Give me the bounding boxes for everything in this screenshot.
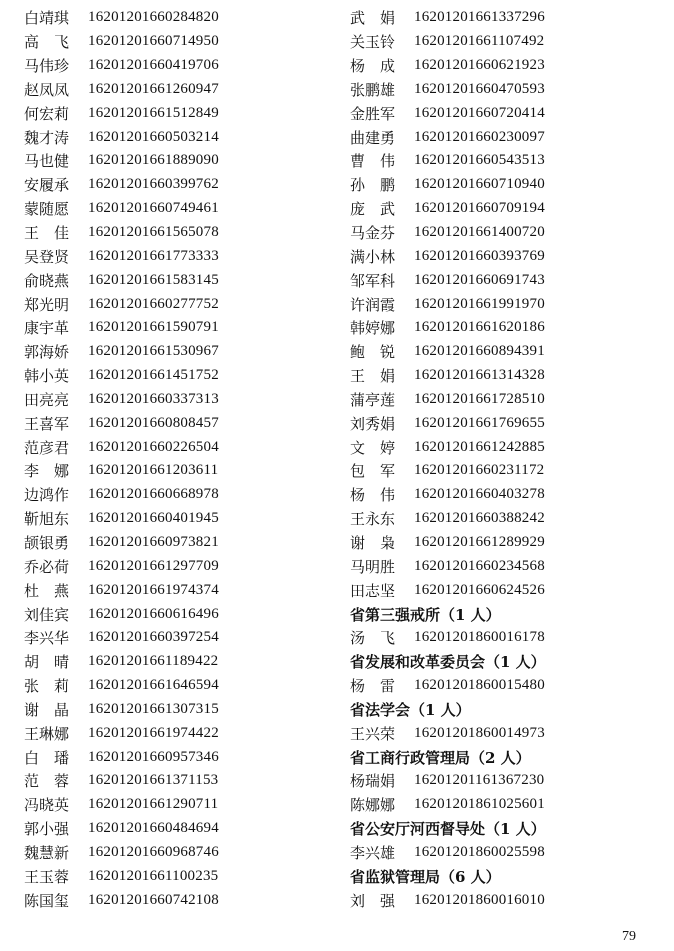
registration-number: 16201201660957346 [88, 748, 219, 765]
list-item [350, 197, 660, 221]
section-heading: 省公安厅河西督导处（1 人） [350, 820, 546, 839]
person-name: 陈娜娜 [350, 796, 396, 815]
list-item [24, 173, 324, 197]
list-item [24, 841, 324, 865]
list-item [24, 721, 324, 745]
registration-number: 16201201661769655 [414, 414, 545, 431]
registration-number: 16201201161367230 [414, 772, 545, 789]
registration-number: 16201201660742108 [88, 891, 219, 908]
list-item [350, 483, 660, 507]
registration-number: 16201201660226504 [88, 438, 219, 455]
list-item [350, 578, 660, 602]
registration-number: 16201201660710940 [414, 176, 545, 193]
registration-number: 16201201661337296 [414, 9, 545, 26]
registration-number: 16201201661974374 [88, 581, 219, 598]
list-item [350, 221, 660, 245]
person-name: 范彦君 [24, 438, 70, 457]
person-name: 包 军 [350, 462, 396, 481]
person-name: 胡 晴 [24, 653, 70, 672]
person-name: 郭小强 [24, 820, 70, 839]
registration-number: 16201201661565078 [88, 224, 219, 241]
registration-number: 16201201661371153 [88, 772, 219, 789]
person-name: 许润霞 [350, 295, 396, 314]
list-item [350, 364, 660, 388]
list-item [350, 435, 660, 459]
list-item [24, 101, 324, 125]
section-heading: 省监狱管理局（6 人） [350, 867, 501, 886]
list-item [24, 769, 324, 793]
person-name: 马金芬 [350, 224, 396, 243]
list-item [350, 411, 660, 435]
registration-number: 16201201660484694 [88, 820, 219, 837]
person-name: 吴登贤 [24, 247, 70, 266]
registration-number: 16201201661530967 [88, 343, 219, 360]
registration-number: 16201201661991970 [414, 295, 545, 312]
list-item [350, 268, 660, 292]
person-name: 郑光明 [24, 295, 70, 314]
registration-number: 16201201660808457 [88, 414, 219, 431]
registration-number: 16201201660749461 [88, 200, 219, 217]
person-name: 谢 晶 [24, 700, 70, 719]
registration-number: 16201201660503214 [88, 128, 219, 145]
list-item [350, 340, 660, 364]
registration-number: 16201201660616496 [88, 605, 219, 622]
person-name: 杨 伟 [350, 486, 396, 505]
list-item [24, 578, 324, 602]
person-name: 田亮亮 [24, 390, 70, 409]
section-heading: 省工商行政管理局（2 人） [350, 748, 531, 767]
list-item [24, 149, 324, 173]
list-item [24, 531, 324, 555]
list-item [350, 554, 660, 578]
list-item [24, 483, 324, 507]
list-item [24, 697, 324, 721]
list-item [24, 292, 324, 316]
registration-number: 16201201661620186 [414, 319, 545, 336]
person-name: 刘秀娟 [350, 414, 396, 433]
registration-number: 16201201660284820 [88, 9, 219, 26]
list-item [24, 244, 324, 268]
person-name: 杨瑞娟 [350, 772, 396, 791]
person-name: 杨 雷 [350, 677, 396, 696]
registration-number: 16201201860014973 [414, 724, 545, 741]
registration-number: 16201201660968746 [88, 843, 219, 860]
registration-number: 16201201661773333 [88, 247, 219, 264]
person-name: 满小林 [350, 247, 396, 266]
person-name: 鲍 锐 [350, 343, 396, 362]
registration-number: 16201201661974422 [88, 724, 219, 741]
list-item [24, 125, 324, 149]
list-item [24, 602, 324, 626]
section-heading: 省法学会（1 人） [350, 700, 471, 719]
person-name: 曲建勇 [350, 128, 396, 147]
registration-number: 16201201661590791 [88, 319, 219, 336]
left-column [24, 6, 324, 912]
registration-number: 16201201661107492 [414, 33, 545, 50]
registration-number: 16201201660973821 [88, 533, 219, 550]
registration-number: 16201201660399762 [88, 176, 219, 193]
person-name: 俞晓燕 [24, 271, 70, 290]
person-name: 杨 成 [350, 57, 396, 76]
list-item [24, 793, 324, 817]
list-item [24, 507, 324, 531]
registration-number: 16201201660894391 [414, 343, 545, 360]
person-name: 关玉铃 [350, 33, 396, 52]
list-item [350, 6, 660, 30]
registration-number: 16201201660277752 [88, 295, 219, 312]
registration-number: 16201201661260947 [88, 80, 219, 97]
registration-number: 16201201660401945 [88, 510, 219, 527]
list-item [24, 340, 324, 364]
person-name: 康宇革 [24, 319, 70, 338]
person-name: 王兴荣 [350, 724, 396, 743]
person-name: 安履承 [24, 176, 70, 195]
person-name: 李兴华 [24, 629, 70, 648]
list-item [350, 721, 660, 745]
person-name: 王 娟 [350, 367, 396, 386]
person-name: 汤 飞 [350, 629, 396, 648]
registration-number: 16201201860025598 [414, 843, 545, 860]
registration-number: 16201201860016010 [414, 891, 545, 908]
list-item [24, 316, 324, 340]
person-name: 李 娜 [24, 462, 70, 481]
registration-number: 16201201661297709 [88, 557, 219, 574]
registration-number: 16201201661100235 [88, 867, 219, 884]
person-name: 蒲亭莲 [350, 390, 396, 409]
list-item [24, 78, 324, 102]
person-name: 武 娟 [350, 9, 396, 28]
registration-number: 16201201661400720 [414, 224, 545, 241]
registration-number: 16201201661189422 [88, 653, 219, 670]
person-name: 曹 伟 [350, 152, 396, 171]
registration-number: 16201201660230097 [414, 128, 545, 145]
registration-number: 16201201660403278 [414, 486, 545, 503]
registration-number: 16201201660624526 [414, 581, 545, 598]
registration-number: 16201201660393769 [414, 247, 545, 264]
list-item [350, 316, 660, 340]
list-item [350, 173, 660, 197]
list-item [24, 554, 324, 578]
list-item [350, 292, 660, 316]
registration-number: 16201201661290711 [88, 796, 219, 813]
person-name: 韩小英 [24, 367, 70, 386]
person-name: 邹军科 [350, 271, 396, 290]
list-item [350, 101, 660, 125]
list-item [24, 459, 324, 483]
person-name: 何宏莉 [24, 104, 70, 123]
list-item [24, 411, 324, 435]
registration-number: 16201201660419706 [88, 57, 219, 74]
person-name: 张鹏雄 [350, 80, 396, 99]
list-item [24, 626, 324, 650]
page-number: 79 [622, 929, 636, 944]
registration-number: 16201201660668978 [88, 486, 219, 503]
registration-number: 16201201660720414 [414, 104, 545, 121]
registration-number: 16201201660714950 [88, 33, 219, 50]
list-item [24, 364, 324, 388]
registration-number: 16201201660691743 [414, 271, 545, 288]
registration-number: 16201201661512849 [88, 104, 219, 121]
person-name: 王 佳 [24, 224, 70, 243]
list-item [350, 841, 660, 865]
person-name: 靳旭东 [24, 510, 70, 529]
list-item [350, 244, 660, 268]
list-item [350, 888, 660, 912]
registration-number: 16201201660388242 [414, 510, 545, 527]
section-heading: 省发展和改革委员会（1 人） [350, 653, 546, 672]
person-name: 庞 武 [350, 200, 396, 219]
person-name: 马伟珍 [24, 57, 70, 76]
person-name: 冯晓英 [24, 796, 70, 815]
person-name: 范 蓉 [24, 772, 70, 791]
person-name: 高 飞 [24, 33, 70, 52]
list-item [24, 54, 324, 78]
list-item [24, 864, 324, 888]
list-item [350, 78, 660, 102]
person-name: 陈国玺 [24, 891, 70, 910]
registration-number: 16201201661242885 [414, 438, 545, 455]
person-name: 孙 鹏 [350, 176, 396, 195]
person-name: 文 婷 [350, 438, 396, 457]
list-item [350, 149, 660, 173]
person-name: 谢 枭 [350, 533, 396, 552]
list-item [350, 54, 660, 78]
list-item [350, 388, 660, 412]
registration-number: 16201201660709194 [414, 200, 545, 217]
person-name: 乔必荷 [24, 557, 70, 576]
list-item [24, 221, 324, 245]
person-name: 田志坚 [350, 581, 396, 600]
person-name: 杜 燕 [24, 581, 70, 600]
registration-number: 16201201660231172 [414, 462, 545, 479]
registration-number: 16201201661583145 [88, 271, 219, 288]
list-item [350, 769, 660, 793]
list-item [350, 674, 660, 698]
person-name: 魏慧新 [24, 843, 70, 862]
list-item [24, 650, 324, 674]
list-item [24, 6, 324, 30]
list-item [350, 531, 660, 555]
person-name: 边鸿作 [24, 486, 70, 505]
person-name: 李兴雄 [350, 843, 396, 862]
list-item [350, 507, 660, 531]
person-name: 张 莉 [24, 677, 70, 696]
list-item [24, 817, 324, 841]
registration-number: 16201201660234568 [414, 557, 545, 574]
registration-number: 16201201661314328 [414, 367, 545, 384]
registration-number: 16201201661646594 [88, 677, 219, 694]
person-name: 刘 强 [350, 891, 396, 910]
person-name: 赵凤凤 [24, 80, 70, 99]
person-name: 刘佳宾 [24, 605, 70, 624]
registration-number: 16201201661203611 [88, 462, 219, 479]
list-item [350, 125, 660, 149]
list-item [24, 30, 324, 54]
registration-number: 16201201660621923 [414, 57, 545, 74]
list-item [350, 626, 660, 650]
list-item [350, 793, 660, 817]
registration-number: 16201201660543513 [414, 152, 545, 169]
list-item [24, 268, 324, 292]
registration-number: 16201201860016178 [414, 629, 545, 646]
person-name: 王琳娜 [24, 724, 70, 743]
list-item [24, 197, 324, 221]
person-name: 郭海娇 [24, 343, 70, 362]
registration-number: 16201201661289929 [414, 533, 545, 550]
registration-number: 16201201660470593 [414, 80, 545, 97]
person-name: 王喜军 [24, 414, 70, 433]
registration-number: 16201201661451752 [88, 367, 219, 384]
person-name: 颉银勇 [24, 533, 70, 552]
list-item [24, 674, 324, 698]
person-name: 金胜军 [350, 104, 396, 123]
list-item [350, 459, 660, 483]
person-name: 王永东 [350, 510, 396, 529]
person-name: 马也健 [24, 152, 70, 171]
registration-number: 16201201661728510 [414, 390, 545, 407]
person-name: 马明胜 [350, 557, 396, 576]
person-name: 白 璠 [24, 748, 70, 767]
list-item [24, 435, 324, 459]
list-item [24, 888, 324, 912]
list-item [350, 30, 660, 54]
person-name: 蒙随愿 [24, 200, 70, 219]
list-item [24, 745, 324, 769]
right-column [350, 6, 660, 912]
registration-number: 16201201660397254 [88, 629, 219, 646]
person-name: 白靖琪 [24, 9, 70, 28]
registration-number: 16201201860015480 [414, 677, 545, 694]
person-name: 韩婷娜 [350, 319, 396, 338]
person-name: 王玉蓉 [24, 867, 70, 886]
registration-number: 16201201661889090 [88, 152, 219, 169]
registration-number: 16201201660337313 [88, 390, 219, 407]
person-name: 魏才涛 [24, 128, 70, 147]
list-item [24, 388, 324, 412]
registration-number: 16201201861025601 [414, 796, 545, 813]
section-heading: 省第三强戒所（1 人） [350, 605, 501, 624]
registration-number: 16201201661307315 [88, 700, 219, 717]
